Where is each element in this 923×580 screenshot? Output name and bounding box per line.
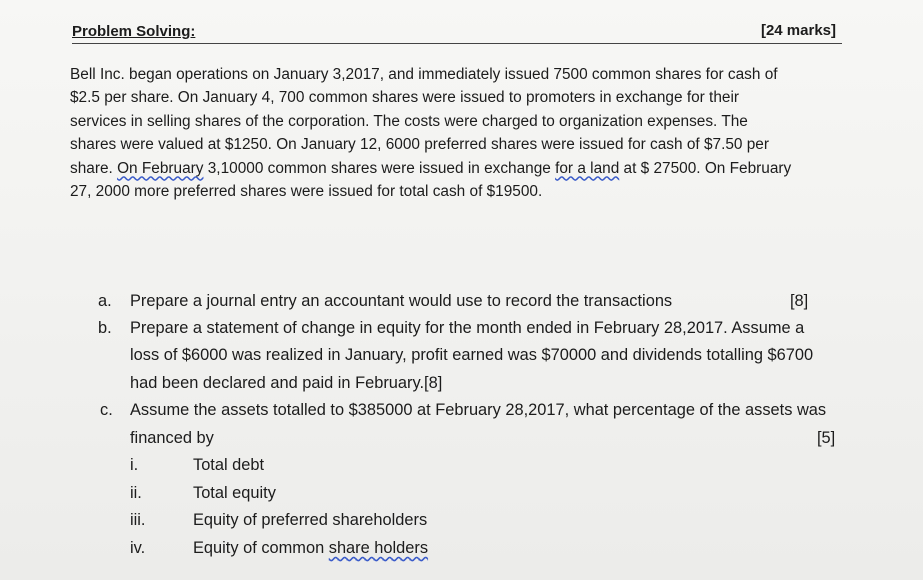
sub-item-text: Total equity bbox=[193, 484, 276, 502]
sub-item-label: iii. bbox=[130, 511, 146, 529]
text-fragment: 3,10000 common shares were issued in exchange bbox=[203, 159, 556, 177]
sub-item-label: i. bbox=[130, 456, 139, 474]
text-fragment: share. bbox=[70, 159, 118, 177]
question-b-line: had been declared and paid in February.[8] bbox=[130, 374, 443, 392]
text-fragment: at $ 27500. On February bbox=[619, 159, 792, 177]
question-b-line: loss of $6000 was realized in January, profit earned was $70000 and dividends totalling $6700 bbox=[130, 346, 814, 364]
question-a-label: a. bbox=[98, 292, 112, 310]
spellcheck-underlined-text: for a land bbox=[555, 159, 620, 177]
spellcheck-underlined-text: On February bbox=[117, 159, 204, 177]
statement-line: 27, 2000 more preferred shares were issued for total cash of $19500. bbox=[70, 183, 543, 201]
question-c-marks: [5] bbox=[817, 429, 836, 447]
sub-item-label: ii. bbox=[130, 484, 142, 502]
sub-item-text: Total debt bbox=[193, 456, 265, 474]
question-a-marks: [8] bbox=[790, 292, 809, 310]
statement-line: Bell Inc. began operations on January 3,2017, and immediately issued 7500 common shares for cash of bbox=[70, 66, 778, 83]
question-a-text: Prepare a journal entry an accountant would use to record the transactions bbox=[130, 292, 673, 310]
text-fragment: Equity of common bbox=[193, 539, 329, 557]
question-b-label: b. bbox=[98, 319, 112, 337]
statement-line: shares were valued at $1250. On January 12, 6000 preferred shares were issued for cash of $7.50 per bbox=[70, 136, 769, 154]
total-marks: [24 marks] bbox=[760, 22, 836, 39]
question-c-label: c. bbox=[100, 401, 113, 419]
statement-line: $2.5 per share. On January 4, 700 common shares were issued to promoters in exchange for their bbox=[70, 89, 739, 107]
question-c-line: financed by bbox=[130, 429, 214, 447]
sub-item-label: iv. bbox=[130, 539, 146, 557]
sub-item-text bbox=[193, 539, 428, 558]
question-b-line: Prepare a statement of change in equity for the month ended in February 28,2017. Assume a bbox=[130, 319, 805, 337]
page-title: Problem Solving: bbox=[72, 23, 196, 40]
statement-line: services in selling shares of the corporation. The costs were charged to organization expenses. The bbox=[70, 112, 748, 130]
question-c-line: Assume the assets totalled to $385000 at February 28,2017, what percentage of the assets was bbox=[130, 401, 827, 419]
sub-item-text: Equity of preferred shareholders bbox=[193, 511, 428, 529]
spellcheck-underlined-text: share holders bbox=[328, 539, 429, 557]
